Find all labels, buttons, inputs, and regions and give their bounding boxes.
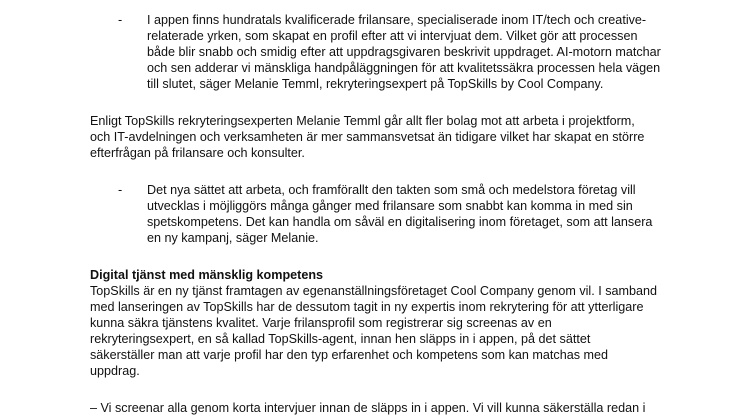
paragraph-line: med lanseringen av TopSkills har de dessutom tagit in ny expertis inom rekrytering för att ytterligare (90, 300, 644, 314)
paragraph-line: säkerställer man att varje profil har den typ erfarenhet och kompetens som kan matchas med (90, 348, 608, 362)
quote-line: relaterade yrken, som skapat en profil efter att vi intervjuat dem. Vilket gör att processen (147, 29, 638, 43)
bullet-marker: - (118, 13, 123, 27)
paragraph-line: Enligt TopSkills rekryteringsexperten Melanie Temml går allt fler bolag mot att arbeta i projektform, (90, 114, 635, 128)
paragraph-line: kunna säkra tjänstens kvalitet. Varje frilansprofil som registrerar sig screenas av en (90, 316, 552, 330)
section-heading: Digital tjänst med mänsklig kompetens (90, 268, 324, 282)
quote-line: både blir snabb och smidig efter att uppdragsgivaren beskrivit uppdraget. AI-motorn matchar (147, 45, 661, 59)
quote-line: Det nya sättet att arbeta, och framförallt den takten som små och medelstora företag vill (147, 183, 636, 197)
quote-line: spetskompetens. Det kan handla om såväl en digitalisering inom företaget, som att lansera (147, 215, 653, 229)
quote-line: utvecklas i möjliggörs många gånger med frilansare som snabbt kan komma in med sin (147, 199, 633, 213)
paragraph-line: uppdrag. (90, 364, 140, 378)
paragraph-line: rekryteringsexpert, en så kallad TopSkills-agent, innan hen släpps in i appen, på det sättet (90, 332, 591, 346)
paragraph-line: och IT-avdelningen och verksamheten är mer sammansvetsat än tidigare vilket har skapat en större (90, 130, 645, 144)
quote-line: en ny kampanj, säger Melanie. (147, 231, 319, 245)
quote-line: I appen finns hundratals kvalificerade frilansare, specialiserade inom IT/tech och creative- (147, 13, 647, 27)
bullet-marker: - (118, 183, 123, 197)
paragraph-line: – Vi screenar alla genom korta intervjuer innan de släpps in i appen. Vi vill kunna säkerställa redan i (90, 401, 646, 415)
paragraph-line: TopSkills är en ny tjänst framtagen av egenanställningsföretaget Cool Company genom vil. I samband (90, 284, 658, 298)
quote-line: till slutet, säger Melanie Temml, rekryteringsexpert på TopSkills by Cool Company. (147, 77, 604, 91)
quote-line: och sen adderar vi mänskliga handpåläggningen för att kvalitetssäkra processen hela vägen (147, 61, 661, 75)
paragraph-line: efterfrågan på frilansare och konsulter. (90, 146, 305, 160)
